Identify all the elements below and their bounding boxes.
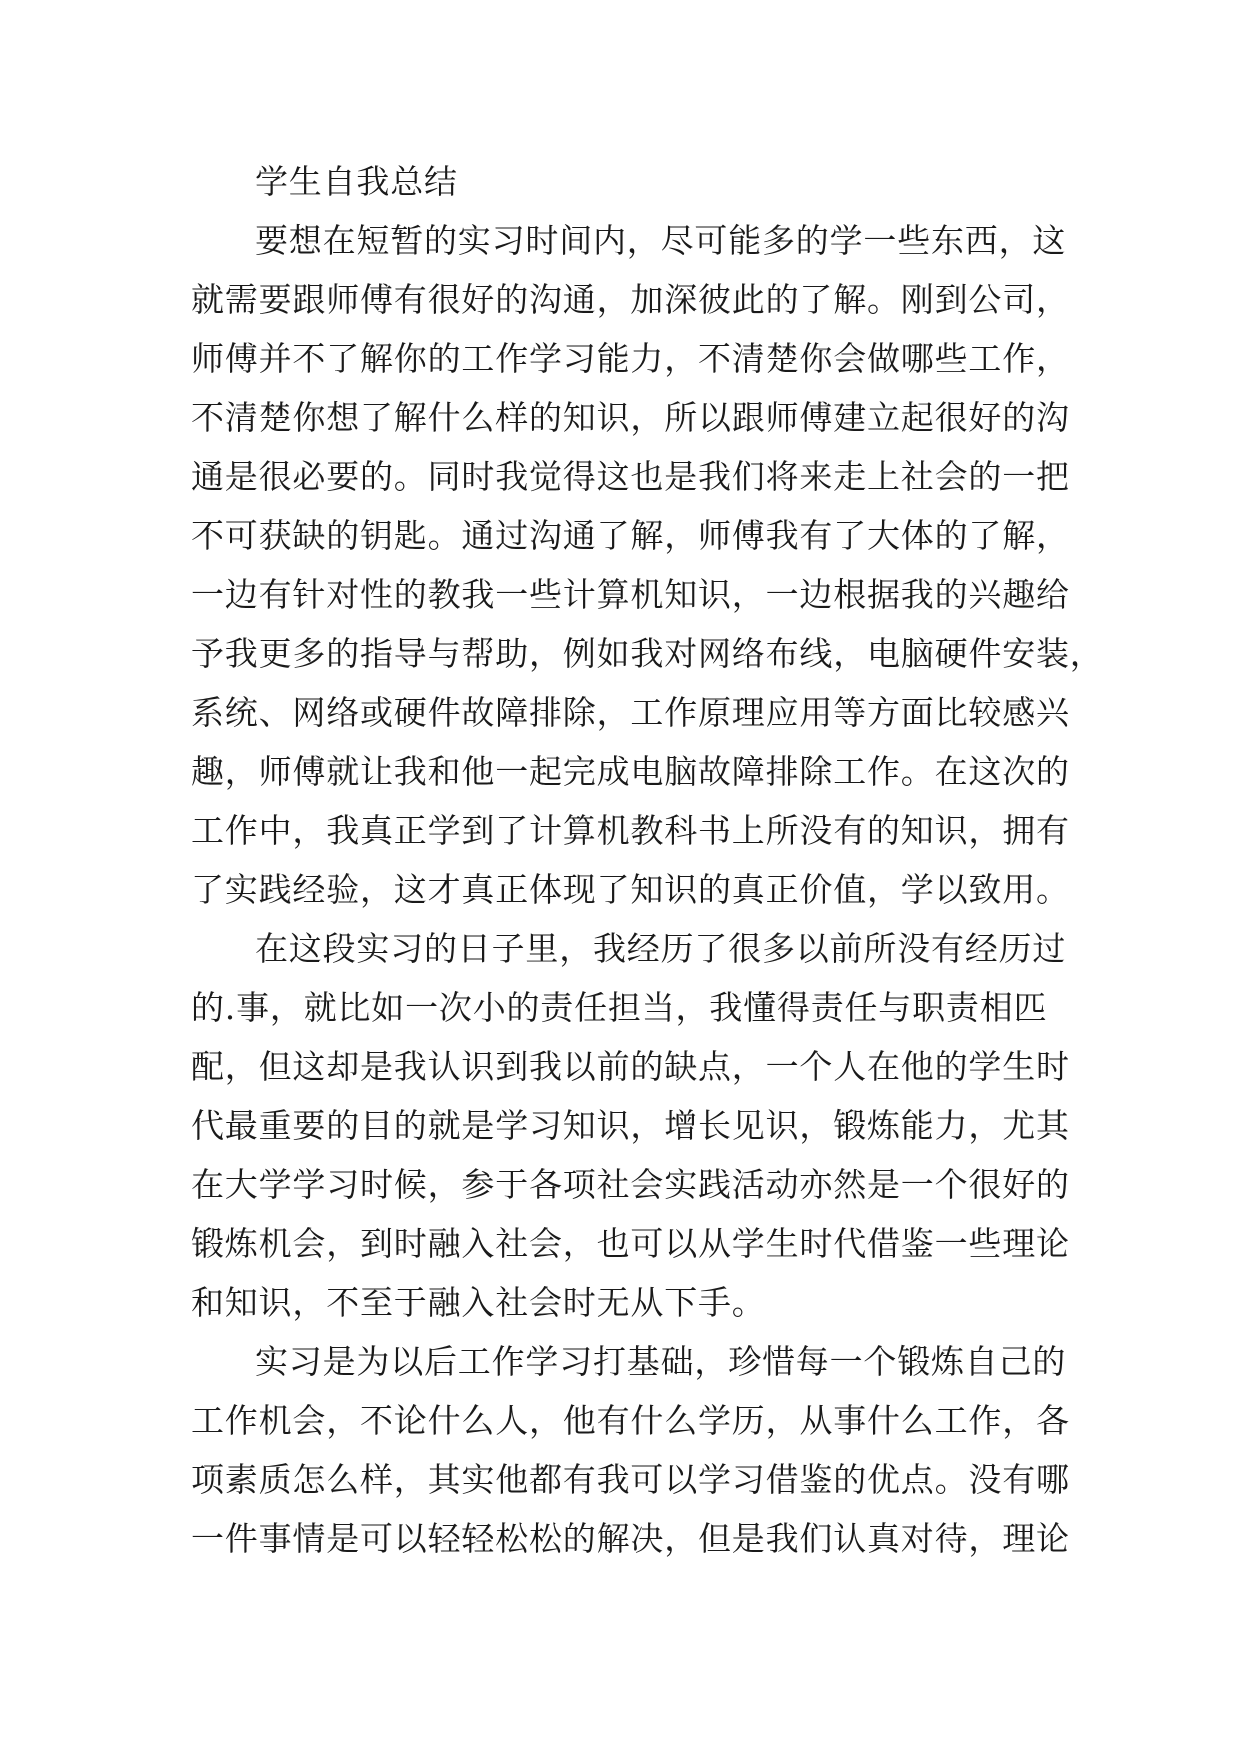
paragraph-line: 师傅并不了解你的工作学习能力，不清楚你会做哪些工作，	[191, 339, 1070, 378]
paragraph-line: 锻炼机会，到时融入社会，也可以从学生时代借鉴一些理论	[191, 1224, 1070, 1263]
paragraph-1	[191, 211, 1104, 919]
paragraph-line: 予我更多的指导与帮助，例如我对网络布线，电脑硬件安装，	[191, 634, 1104, 673]
paragraph-line: 了实践经验，这才真正体现了知识的真正价值，学以致用。	[191, 870, 1070, 909]
paragraph-line: 系统、网络或硬件故障排除，工作原理应用等方面比较感兴	[191, 693, 1070, 732]
paragraph-line: 一边有针对性的教我一些计算机知识，一边根据我的兴趣给	[191, 575, 1070, 614]
paragraph-line: 通是很必要的。同时我觉得这也是我们将来走上社会的一把	[191, 457, 1070, 496]
paragraph-line: 就需要跟师傅有很好的沟通，加深彼此的了解。刚到公司，	[191, 280, 1070, 319]
paragraph-line: 在大学学习时候，参于各项社会实践活动亦然是一个很好的	[191, 1165, 1070, 1204]
paragraph-line: 趣，师傅就让我和他一起完成电脑故障排除工作。在这次的	[191, 752, 1070, 791]
document-title: 学生自我总结	[255, 162, 458, 201]
paragraph-line: 实习是为以后工作学习打基础，珍惜每一个锻炼自己的	[255, 1342, 1067, 1381]
document-body	[191, 152, 1104, 1568]
paragraph-line: 要想在短暂的实习时间内，尽可能多的学一些东西，这	[255, 221, 1067, 260]
paragraph-2	[191, 919, 1071, 1332]
paragraph-line: 的.事，就比如一次小的责任担当，我懂得责任与职责相匹	[191, 988, 1048, 1027]
paragraph-line: 代最重要的目的就是学习知识，增长见识，锻炼能力，尤其	[191, 1106, 1070, 1145]
paragraph-3	[191, 1332, 1071, 1568]
paragraph-line: 项素质怎么样，其实他都有我可以学习借鉴的优点。没有哪	[191, 1460, 1070, 1499]
paragraph-line: 不清楚你想了解什么样的知识，所以跟师傅建立起很好的沟	[191, 398, 1070, 437]
paragraph-line: 在这段实习的日子里，我经历了很多以前所没有经历过	[255, 929, 1067, 968]
paragraph-line: 和知识，不至于融入社会时无从下手。	[191, 1283, 766, 1322]
paragraph-line: 一件事情是可以轻轻松松的解决，但是我们认真对待，理论	[191, 1519, 1070, 1558]
paragraph-line: 配，但这却是我认识到我以前的缺点，一个人在他的学生时	[191, 1047, 1070, 1086]
paragraph-line: 不可获缺的钥匙。通过沟通了解，师傅我有了大体的了解，	[191, 516, 1070, 555]
paragraph-line: 工作中，我真正学到了计算机教科书上所没有的知识，拥有	[191, 811, 1070, 850]
paragraph-line: 工作机会，不论什么人，他有什么学历，从事什么工作，各	[191, 1401, 1070, 1440]
